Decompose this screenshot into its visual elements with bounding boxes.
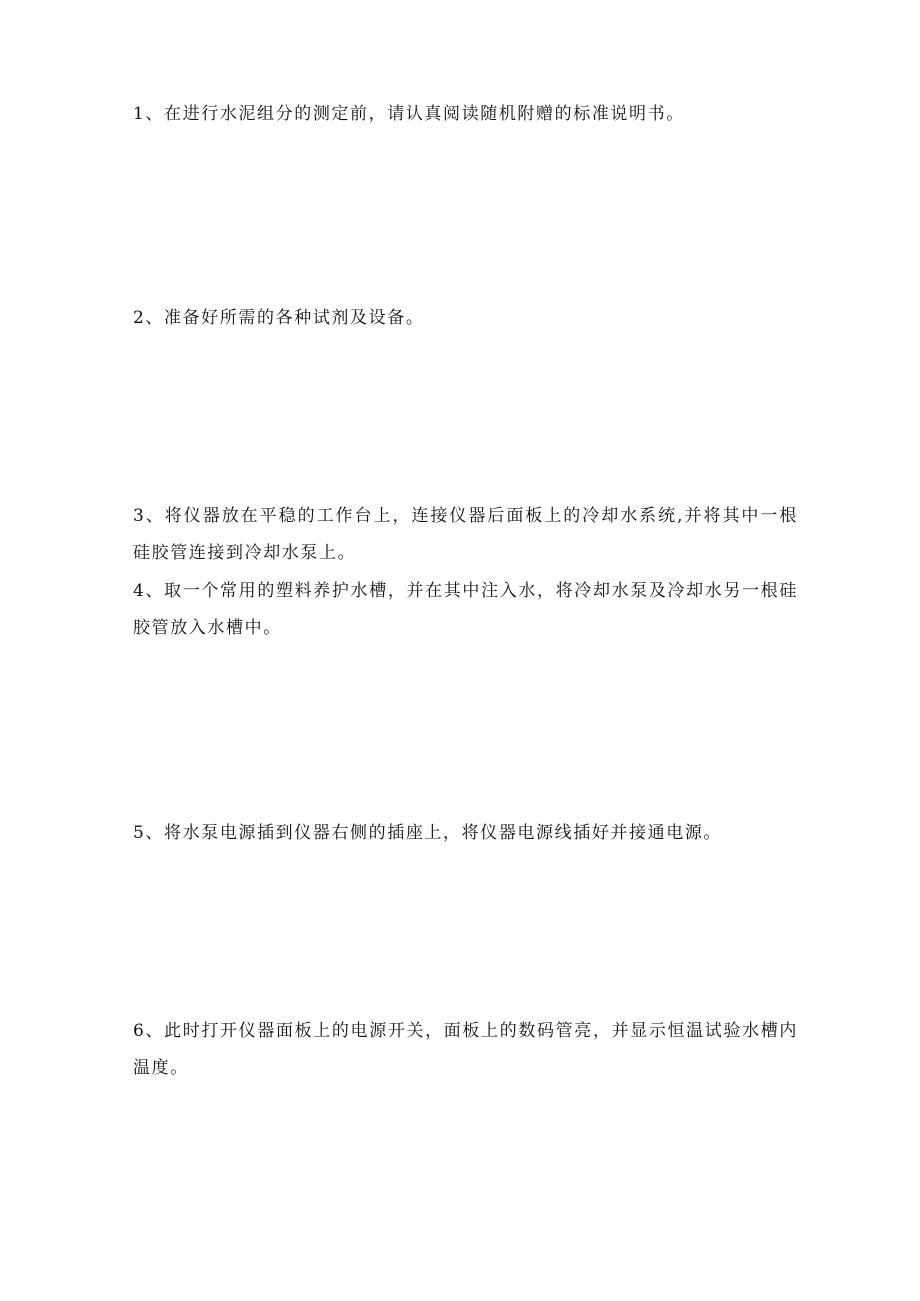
step-3-paragraph: 3、将仪器放在平稳的工作台上，连接仪器后面板上的冷却水系统,并将其中一根硅胶管连接到冷却水泵上。: [133, 506, 798, 563]
step-4-paragraph: 4、取一个常用的塑料养护水槽，并在其中注入水，将冷却水泵及冷却水另一根硅胶管放入水槽中。: [133, 581, 798, 638]
step-6-paragraph: 6、此时打开仪器面板上的电源开关，面板上的数码管亮，并显示恒温试验水槽内温度。: [133, 1021, 798, 1078]
step-5-paragraph: 5、将水泵电源插到仪器右侧的插座上，将仪器电源线插好并接通电源。: [133, 823, 723, 843]
step-1-paragraph: 1、在进行水泥组分的测定前，请认真阅读随机附赠的标准说明书。: [133, 104, 685, 124]
step-2-paragraph: 2、准备好所需的各种试剂及设备。: [133, 308, 425, 328]
